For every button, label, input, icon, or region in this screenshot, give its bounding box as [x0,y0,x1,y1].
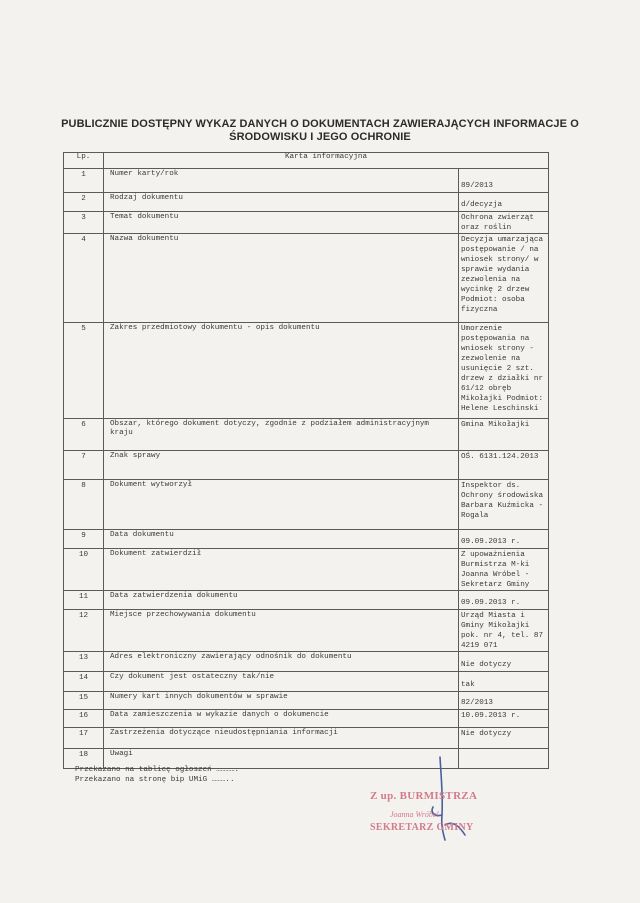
row-number: 11 [64,591,104,610]
table-row [64,652,549,672]
row-label: Zastrzeżenia dotyczące nieudostępniania informacji [104,728,459,749]
row-label: Temat dokumentu [104,212,459,234]
row-label: Czy dokument jest ostateczny tak/nie [104,672,459,692]
table-row [64,591,549,610]
row-number: 17 [64,728,104,749]
row-label: Rodzaj dokumentu [104,193,459,212]
table-row [64,323,549,419]
row-label: Dokument wytworzył [104,480,459,530]
row-label: Data dokumentu [104,530,459,549]
row-label: Numer karty/rok [104,169,459,193]
table-row [64,234,549,323]
row-value: 89/2013 [459,169,549,193]
row-label: Obszar, którego dokument dotyczy, zgodnie z podziałem administracyjnym kraju [104,419,459,451]
page-title-line1: PUBLICZNIE DOSTĘPNY WYKAZ DANYCH O DOKUMENTACH ZAWIERAJĄCYCH INFORMACJE O [61,118,579,130]
row-value: Decyzja umarzająca postępowanie / na wniosek strony/ w sprawie wydania zezwolenia na wycinkę 2 drzew Podmiot: osoba fizyczna [459,234,549,323]
footer-notice-board: Przekazano na tablicę ogłoszeń …………. [75,766,240,774]
row-number: 15 [64,692,104,710]
table-row [64,451,549,480]
row-value: 82/2013 [459,692,549,710]
row-number: 2 [64,193,104,212]
footer-notes [75,765,239,785]
header-lp: Lp. [64,153,104,169]
row-number: 7 [64,451,104,480]
table-row [64,710,549,728]
row-label: Numery kart innych dokumentów w sprawie [104,692,459,710]
row-number: 14 [64,672,104,692]
row-label: Adres elektroniczny zawierający odnośnik do dokumentu [104,652,459,672]
row-label: Miejsce przechowywania dokumentu [104,610,459,652]
row-number: 10 [64,549,104,591]
row-value: Urząd Miasta i Gminy Mikołajki pok. nr 4, tel. 87 4219 071 [459,610,549,652]
table-row [64,419,549,451]
table-row [64,480,549,530]
information-card-table [63,152,549,769]
row-label: Data zatwierdzenia dokumentu [104,591,459,610]
row-value: tak [459,672,549,692]
row-label: Nazwa dokumentu [104,234,459,323]
row-number: 16 [64,710,104,728]
row-value: Umorzenie postępowania na wniosek strony - zezwolenie na usunięcie 2 szt. drzew z działki nr 61/12 obręb Mikołajki Podmiot: Helene Leschinski [459,323,549,419]
footer-bip-page: Przekazano na stronę bip UMiG ……….. [75,776,235,784]
table-row [64,193,549,212]
table-row [64,672,549,692]
row-number: 5 [64,323,104,419]
row-number: 6 [64,419,104,451]
page-title [60,118,580,144]
row-value: 09.09.2013 r. [459,591,549,610]
table-header-row [64,153,549,169]
row-label: Zakres przedmiotowy dokumentu - opis dokumentu [104,323,459,419]
table-row [64,549,549,591]
row-number: 4 [64,234,104,323]
row-value: OŚ. 6131.124.2013 [459,451,549,480]
row-value: Gmina Mikołajki [459,419,549,451]
table-row [64,610,549,652]
header-card: Karta informacyjna [104,153,549,169]
row-value: Ochrona zwierząt oraz roślin [459,212,549,234]
row-label: Uwagi [104,749,459,769]
page-title-line2: ŚRODOWISKU I JEGO OCHRONIE [229,131,411,143]
table-row [64,530,549,549]
row-value: Nie dotyczy [459,652,549,672]
row-label: Znak sprawy [104,451,459,480]
row-value: d/decyzja [459,193,549,212]
row-number: 12 [64,610,104,652]
row-value: Inspektor ds. Ochrony środowiska Barbara Kuźmicka - Rogala [459,480,549,530]
stamp-line1: Z up. BURMISTRZA [370,790,478,802]
row-number: 18 [64,749,104,769]
official-stamp [360,760,490,840]
stamp-line2: Joanna Wróbel [390,810,439,819]
table-row [64,728,549,749]
row-value: Z upoważnienia Burmistrza M-ki Joanna Wróbel - Sekretarz Gminy [459,549,549,591]
table-row [64,212,549,234]
row-value: 09.09.2013 r. [459,530,549,549]
row-number: 3 [64,212,104,234]
row-value: 10.09.2013 r. [459,710,549,728]
table-row [64,692,549,710]
row-value: Nie dotyczy [459,728,549,749]
row-number: 8 [64,480,104,530]
row-number: 9 [64,530,104,549]
row-number: 1 [64,169,104,193]
row-number: 13 [64,652,104,672]
row-label: Dokument zatwierdził [104,549,459,591]
table-row [64,169,549,193]
stamp-line3: SEKRETARZ GMINY [370,822,474,833]
row-label: Data zamieszczenia w wykazie danych o dokumencie [104,710,459,728]
